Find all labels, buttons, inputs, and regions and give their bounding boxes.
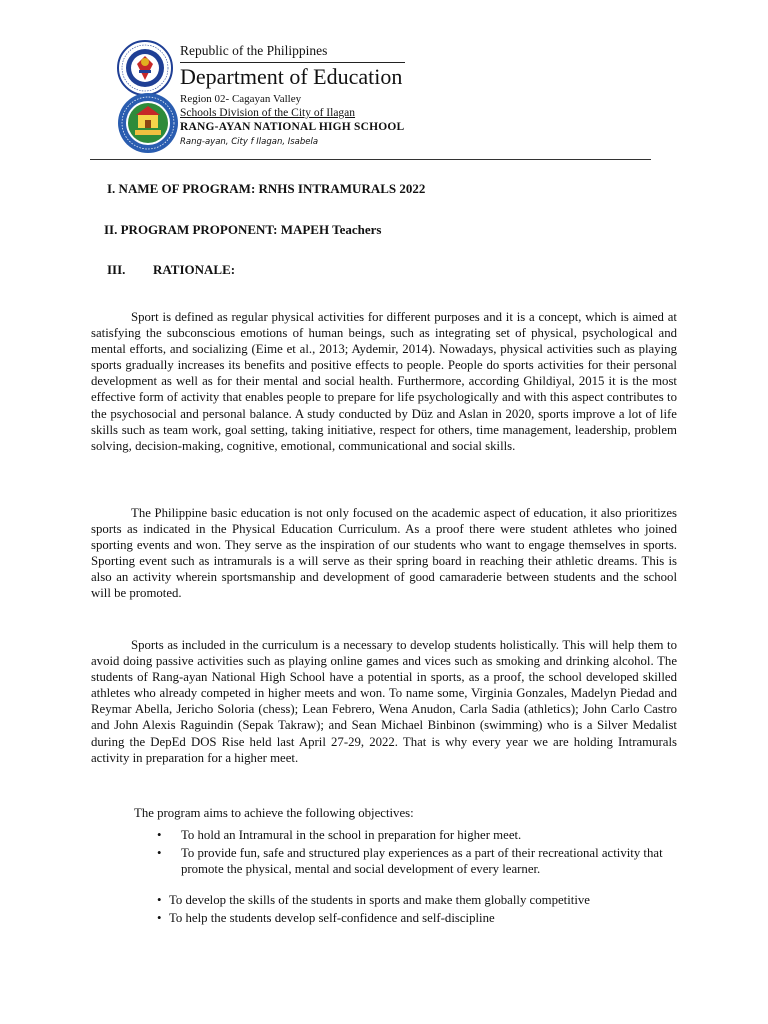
section-rationale-number: III. xyxy=(107,262,126,277)
section-rationale-title: RATIONALE: xyxy=(153,262,236,277)
bullet-icon: • xyxy=(157,846,162,860)
objective-item xyxy=(157,828,697,844)
header-republic: Republic of the Philippines xyxy=(180,43,328,58)
objective-item xyxy=(157,846,697,877)
header-department: Department of Education xyxy=(180,64,403,89)
rationale-paragraph-3: Sports as included in the curriculum is a necessary to develop students holistically. This will help them to avoid doing passive activities such as playing online games and vices such as smoking and drinking alcohol. The students of Rang-ayan National High School have a potential in sports, as a proof, the school developed skilled athletes who already competed in higher meets and won. To name some, Virginia Gonzales, Madelyn Piedad and Reymar Abella, Jericho Soloria (chess); Lean Febrero, Wena Anudon, Carla Sadia (athletics); John Carlo Castro and John Alexis Raguindin (Sepak Takraw); and Sean Michael Binbinon (swimming) who is a Silver Medalist during the DepEd DOS Rise held last April 27-29, 2022. That is why every year we are holding Intramurals activity in preparation for a higher meet. xyxy=(91,638,677,765)
bullet-icon: • xyxy=(157,828,162,842)
objective-item xyxy=(157,911,697,927)
header-school-name: RANG-AYAN NATIONAL HIGH SCHOOL xyxy=(180,121,405,133)
deped-seal-logo xyxy=(117,40,173,96)
objective-text: To develop the skills of the students in sports and make them globally competitive xyxy=(169,893,590,907)
header-division: Schools Division of the City of Ilagan xyxy=(180,107,356,119)
section-program-name: I. NAME OF PROGRAM: RNHS INTRAMURALS 2022 xyxy=(107,181,426,196)
rationale-paragraph-1: Sport is defined as regular physical activities for different purposes and it is a concept, which is aimed at satisfying the subconscious emotions of human beings, such as integrating set of physical, psychological and mental efforts, and socializing (Eime et al., 2013; Aydemir, 2014). Nowadays, physical activities such as playing sports gradually increases its benefits and positive effects to people. People do sports activities for their personal development as well as for their mental and social health. Furthermore, according Ghildiyal, 2015 it is the most effective form of activity that enables people to prepare for life psychologically and with this aspect contributes to the psychosocial and personal balance. A study conducted by Düz and Aslan in 2020, sports improve a lot of life skills such as team work, goal setting, taking initiative, respect for others, time management, leadership, problem solving, decision-making, cognitive, emotional, communicational and social skills. xyxy=(91,310,677,453)
rationale-paragraph-2: The Philippine basic education is not only focused on the academic aspect of education, it also prioritizes sports as indicated in the Physical Education Curriculum. As a proof there were student athletes who joined sporting events and won. They serve as the inspiration of our students who want to engage themselves in sports. Sporting event such as intramurals is a will serve as their spring board in reaching their athletic dreams. This is also an activity wherein sportsmanship and development of good camaraderie between students and the school will be promoted. xyxy=(91,506,677,601)
objective-text: To help the students develop self-confidence and self-discipline xyxy=(169,911,495,925)
section-proponent: II. PROGRAM PROPONENT: MAPEH Teachers xyxy=(104,222,382,237)
header-address: Rang-ayan, City f Ilagan, Isabela xyxy=(180,137,319,147)
header-rule xyxy=(180,62,405,63)
school-seal-logo xyxy=(117,92,179,154)
bullet-icon: • xyxy=(157,911,162,925)
objective-text: To hold an Intramural in the school in preparation for higher meet. xyxy=(181,828,522,842)
objective-text: To provide fun, safe and structured play experiences as a part of their recreational activity that promote the physical, mental and social development of every learner. xyxy=(181,846,663,876)
objectives-intro: The program aims to achieve the following objectives: xyxy=(134,806,414,820)
header-region: Region 02- Cagayan Valley xyxy=(180,93,302,105)
bullet-icon: • xyxy=(157,893,162,907)
objective-item xyxy=(157,893,697,909)
header-separator xyxy=(90,159,651,160)
